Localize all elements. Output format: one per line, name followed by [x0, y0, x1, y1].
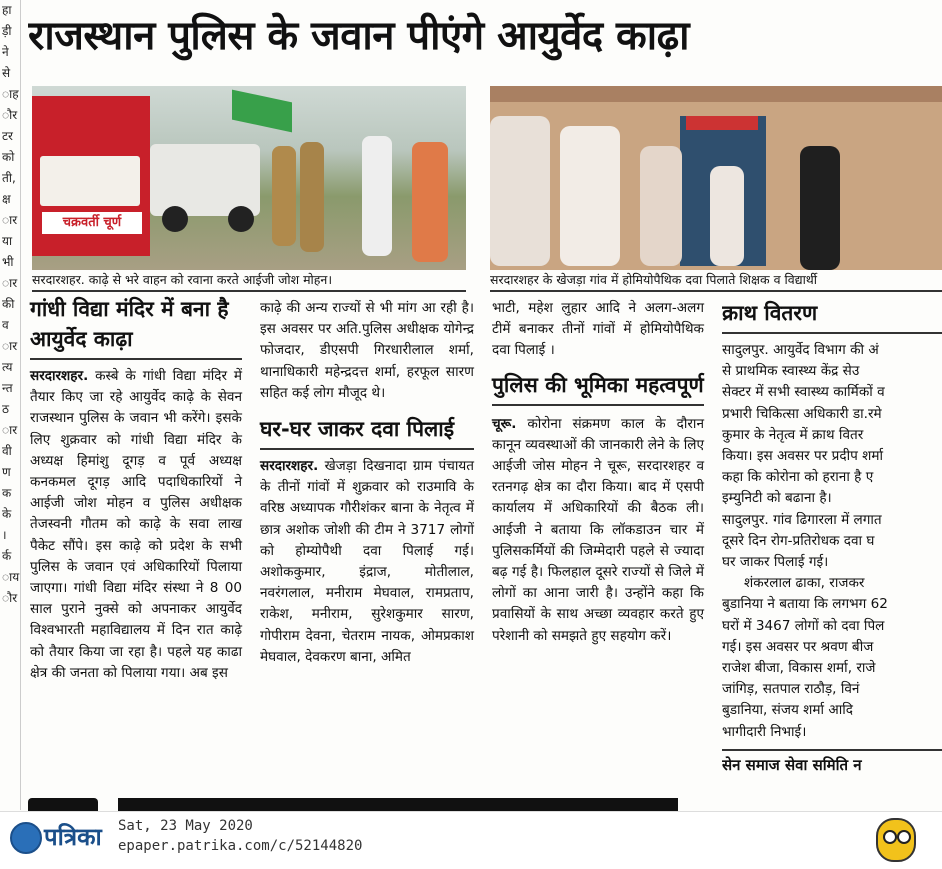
- left-fragment: व: [2, 318, 9, 332]
- left-fragment: ाय: [2, 570, 20, 584]
- left-fragment: ार: [2, 339, 18, 353]
- col4-paragraph2: [722, 510, 942, 743]
- article-col3: [492, 298, 704, 647]
- issue-date: Sat, 23 May 2020: [118, 818, 253, 834]
- col4-line: दूसरे दिन रोग-प्रतिरोधक दवा घ: [722, 532, 875, 549]
- col4-heading: क्राथ वितरण: [722, 301, 818, 325]
- left-fragment: ठ: [2, 402, 9, 416]
- col4-line: कहा कि कोरोना को हराना है ए: [722, 469, 874, 486]
- left-fragment: ौर: [2, 591, 18, 605]
- col4-line: बुडानिया ने बताया कि लगभग 62: [722, 596, 888, 613]
- left-fragment: ड़ी: [2, 24, 12, 38]
- left-fragment: की: [2, 297, 15, 311]
- photo2-caption: सरदारशहर के खेजड़ा गांव में होमियोपैथिक दवा पिलाते शिक्षक व विद्यार्थी: [490, 270, 942, 292]
- col4-line: प्रभारी चिकित्सा अधिकारी डा.रमे: [722, 405, 882, 422]
- col4-paragraph1: [722, 340, 942, 510]
- col3-dateline: चूरू.: [492, 415, 517, 432]
- left-fragment: भी: [2, 255, 14, 269]
- vehicle-banner-text: चक्रवर्ती चूर्ण: [42, 212, 142, 234]
- left-fragment: क्ष: [2, 192, 11, 206]
- left-fragment: ार: [2, 213, 18, 227]
- col3-heading: पुलिस की भूमिका महत्वपूर्ण: [492, 372, 704, 397]
- col1-dateline: सरदारशहर.: [30, 368, 89, 384]
- left-fragment: त्य: [2, 360, 13, 374]
- col2-heading: घर-घर जाकर दवा पिलाई: [260, 417, 455, 442]
- col4-line: से प्राथमिक स्वास्थ्य केंद्र सेउ: [722, 363, 860, 380]
- epaper-url[interactable]: epaper.patrika.com/c/52144820: [118, 838, 363, 854]
- col2-body1: काढ़े की अन्य राज्यों से भी मांग आ रही है। इस अवसर पर अति.पुलिस अधीक्षक योगेन्द्र फोजदार, डीएसपी गिरधारीलाल शर्मा, थानाधिकारी महेन्द्रदत्त शर्मा, हरफूल सारण सहित कई लोग मौजूद थे।: [260, 300, 474, 401]
- left-fragment: को: [2, 150, 15, 164]
- col4-line: इम्युनिटी को बढाना है।: [722, 490, 832, 507]
- patrika-globe-icon: [10, 822, 42, 854]
- col4-line: घरों में 3467 लोगों को दवा पिल: [722, 617, 885, 634]
- left-fragment: क: [2, 486, 12, 500]
- epaper-footer: [0, 811, 942, 869]
- left-fragment: से: [2, 66, 11, 80]
- photo1-caption: सरदारशहर. काढ़े से भरे वाहन को रवाना करते आईजी जोश मोहन।: [32, 270, 466, 292]
- left-fragment: ार: [2, 276, 18, 290]
- left-fragment: ने: [2, 45, 9, 59]
- col2-dateline: सरदारशहर.: [260, 458, 319, 475]
- left-fragment: न्त: [2, 381, 13, 395]
- left-fragment: वी: [2, 444, 12, 458]
- left-fragment: ार: [2, 423, 18, 437]
- owl-mascot-icon[interactable]: [876, 818, 916, 862]
- col4-line: घर जाकर पिलाई गई।: [722, 554, 829, 571]
- left-fragment: ।: [2, 528, 7, 542]
- left-fragment: हा: [2, 3, 12, 17]
- col4-line: सादुलपुर. गांव ढिगारला में लगात: [722, 511, 882, 528]
- article-col1: [30, 294, 242, 684]
- col4-line: राजेश बीजा, विकास शर्मा, राजे: [722, 660, 876, 677]
- photo-vehicle-flagoff: [32, 86, 466, 270]
- col4-line: सादुलपुर. आयुर्वेद विभाग की अं: [722, 342, 879, 358]
- left-fragment: ती,: [2, 171, 16, 185]
- photo-homeopathy-distribution: [490, 86, 942, 270]
- col2-body2: खेजड़ा दिखनादा ग्राम पंचायत के तीनों गांवों में शुक्रवार को राउमावि के वरिष्ठ अध्यापक गौरीशंकर बाना के नेतृत्व में छात्र अशोक जोशी की टीम ने 3717 लोगों को होम्योपैथी दवा पिलाई गई। अशोककुमार, इंद्राज, मोतीलाल, नवरंगलाल, मनीराम मेघवाल, रामप्रताप, राकेश, मनीराम, सुरेशकुमार सारण, गोपीराम देवना, चेतराम नायक, ओमप्रकाश मेघवाल, देवकरण बाना, अमित: [260, 458, 474, 665]
- left-column-fragment: [0, 0, 21, 810]
- col4-line: शंकरलाल ढाका, राजकर: [744, 575, 865, 592]
- article-col2: [260, 298, 474, 668]
- left-fragment: ौर: [2, 108, 18, 122]
- col4-line: सेक्टर में सभी स्वास्थ्य कार्मिकों व: [722, 384, 885, 401]
- col1-body: कस्बे के गांधी विद्या मंदिर में तैयार किए जा रहे आयुर्वेद काढ़े के सेवन राजस्थान पुलिस के जवान भी करेंगे। इसके लिए शुक्रवार को गांधी विद्या मंदिर के अध्यक्ष हिमांशु दूगड़ व पूर्व अध्यक्ष कनकमल दूगड़ आदि पदाधिकारियों ने आईजी जोश मोहन व पुलिस अधीक्षक तेजस्वनी गौतम को काढ़े के सवा लाख पैकेट सौंपे। इस काढ़े को प्रदेश के सभी पुलिस के जवान एवं अधिकारियों पिलाया जाएगा। गांधी विद्या मंदिर संस्था ने 8 00 साल पुराने नुक्से को अपनाकर आयुर्वेद विश्वभारती महाविद्यालय में दिन रात काढ़े को तैयार किया जा रहा है। पहले यह काढा क्षेत्र की जनता को पिलाया गया। अब इस: [30, 368, 242, 681]
- left-fragment: टर: [2, 129, 13, 143]
- article-col4: [722, 298, 942, 810]
- headline: राजस्थान पुलिस के जवान पीएंगे आयुर्वेद काढ़ा: [28, 13, 690, 59]
- col4-line: कुमार के नेतृत्व में क्राथ वितर: [722, 426, 864, 443]
- left-fragment: या: [2, 234, 13, 248]
- col4-line: जांगिड़, सतपाल राठौड़, विनं: [722, 681, 860, 698]
- col3-body2: कोरोना संक्रमण काल के दौरान कानून व्यवस्थाओं की जानकारी लेने के लिए आईजी जोस मोहन ने चूरू, सरदारशहर व रतनगढ़ क्षेत्र का दौरा किया। बाद में एसपी कार्यालय में अधिकारियों की बैठक ली। आईजी ने बताया कि लॉकडाउन चार में पुलिसकर्मियों की जिम्मेदारी पहले से ज्यादा बढ़ गई है। फिलहाल दूसरे राज्यों से जिले में लोगों का आना जारी है। उन्होंने कहा कि प्रवासियों के साथ अच्छा व्यवहार करते हुए परेशानी को समझते हुए सहयोग करें।: [492, 415, 704, 644]
- col1-heading: गांधी विद्या मंदिर में बना है आयुर्वेद काढ़ा: [30, 297, 229, 351]
- left-fragment: ाह: [2, 87, 19, 101]
- col4-line: भागीदारी निभाई।: [722, 723, 807, 740]
- col4-line: बुडानिया, संजय शर्मा आदि: [722, 702, 853, 719]
- left-fragment: ण: [2, 465, 11, 479]
- col3-body1: भाटी, महेश लुहार आदि ने अलग-अलग टीमें बनाकर तीनों गांवों में होमियोपैथिक दवा पिलाई ।: [492, 300, 704, 359]
- col4-footer-heading: सेन समाज सेवा समिति न: [722, 755, 862, 774]
- col4-line: गई। इस अवसर पर श्रवण बीज: [722, 638, 874, 655]
- left-fragment: के: [2, 507, 12, 521]
- brand-name[interactable]: पत्रिका: [44, 823, 102, 851]
- left-fragment: र्क: [2, 549, 12, 563]
- col4-line: किया। इस अवसर पर प्रदीप शर्मा: [722, 448, 884, 465]
